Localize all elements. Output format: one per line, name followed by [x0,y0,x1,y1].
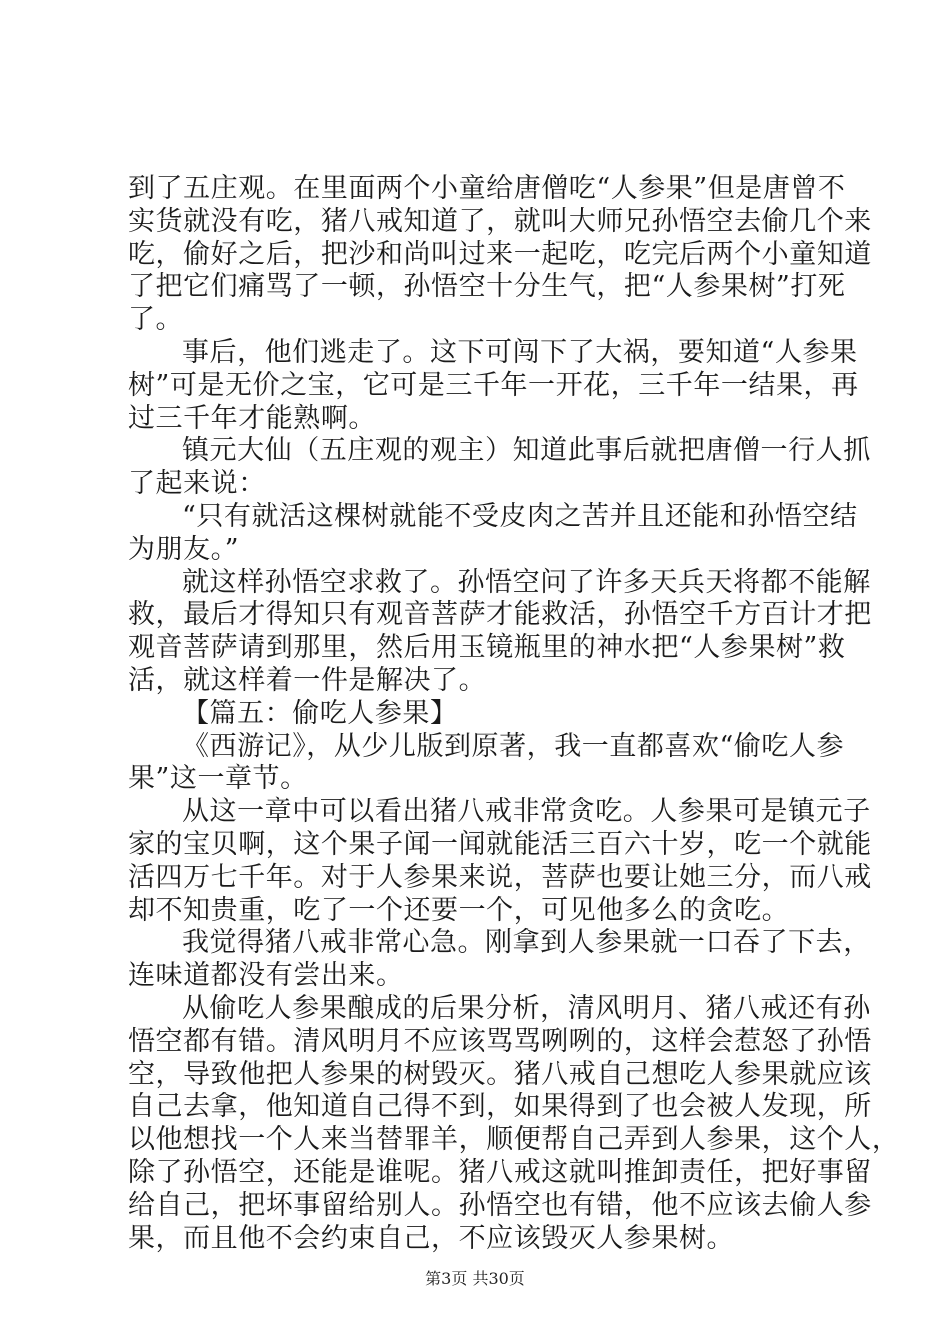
text-line: 连味道都没有尝出来。 [128,960,404,992]
text-line: 了。 [128,304,184,336]
text-line: 实货就没有吃，猪八戒知道了，就叫大师兄孙悟空去偷几个来 [128,205,872,237]
text-line: 活四万七千年。对于人参果来说，菩萨也要让她三分，而八戒 [128,861,872,893]
text-line: 悟空都有错。清风明月不应该骂骂咧咧的，这样会惹怒了孙悟 [128,1025,872,1057]
text-line: 我觉得猪八戒非常心急。刚拿到人参果就一口吞了下去， [182,927,871,959]
text-line: 果”这一章节。 [128,763,308,795]
text-line: 《西游记》，从少儿版到原著，我一直都喜欢“偷吃人参 [182,730,845,762]
text-line: “只有就活这棵树就能不受皮肉之苦并且还能和孙悟空结 [182,500,858,532]
text-line: 救，最后才得知只有观音菩萨才能救活，孙悟空千方百计才把 [128,599,872,631]
text-line: 到了五庄观。在里面两个小童给唐僧吃“人参果”但是唐曾不 [128,173,846,204]
text-line: 除了孙悟空，还能是谁呢。猪八戒这就叫推卸责任，把好事留 [128,1156,872,1188]
text-line: 事后，他们逃走了。这下可闯下了大祸，要知道“人参果 [182,336,858,368]
text-line: 吃，偷好之后，把沙和尚叫过来一起吃，吃完后两个小童知道 [128,238,872,270]
text-line: 果，而且他不会约束自己，不应该毁灭人参果树。 [128,1222,735,1254]
text-line: 树”可是无价之宝，它可是三千年一开花，三千年一结果，再 [128,369,859,401]
text-line: 从偷吃人参果酿成的后果分析，清风明月、猪八戒还有孙 [182,992,871,1024]
text-line: 就这样孙悟空求救了。孙悟空问了许多天兵天将都不能解 [182,566,871,598]
text-line: 自己去拿，他知道自己得不到，如果得到了也会被人发现，所 [128,1091,872,1123]
text-line: 空，导致他把人参果的树毁灭。猪八戒自己想吃人参果就应该 [128,1058,872,1090]
document-body [128,173,900,1255]
text-line: 给自己，把坏事留给别人。孙悟空也有错，他不应该去偷人参 [128,1189,872,1221]
text-line: 镇元大仙（五庄观的观主）知道此事后就把唐僧一行人抓 [182,435,871,467]
page-number-footer: 第3页 共30页 [425,1269,525,1288]
text-line: 却不知贵重，吃了一个还要一个，可见他多么的贪吃。 [128,894,790,926]
text-line: 为朋友。” [128,533,240,565]
text-line: 家的宝贝啊，这个果子闻一闻就能活三百六十岁，吃一个就能 [128,828,872,860]
text-line: 活，就这样着一件是解决了。 [128,664,487,696]
text-line: 从这一章中可以看出猪八戒非常贪吃。人参果可是镇元子 [182,796,871,828]
text-line: 过三千年才能熟啊。 [128,402,376,434]
text-line: 以他想找一个人来当替罪羊，顺便帮自己弄到人参果，这个人， [128,1124,900,1156]
text-line: 了起来说： [128,468,266,500]
text-line: 观音菩萨请到那里，然后用玉镜瓶里的神水把“人参果树”救 [128,632,846,664]
section-heading: 【篇五：偷吃人参果】 [182,697,458,729]
text-line: 了把它们痛骂了一顿，孙悟空十分生气，把“人参果树”打死 [128,271,846,303]
